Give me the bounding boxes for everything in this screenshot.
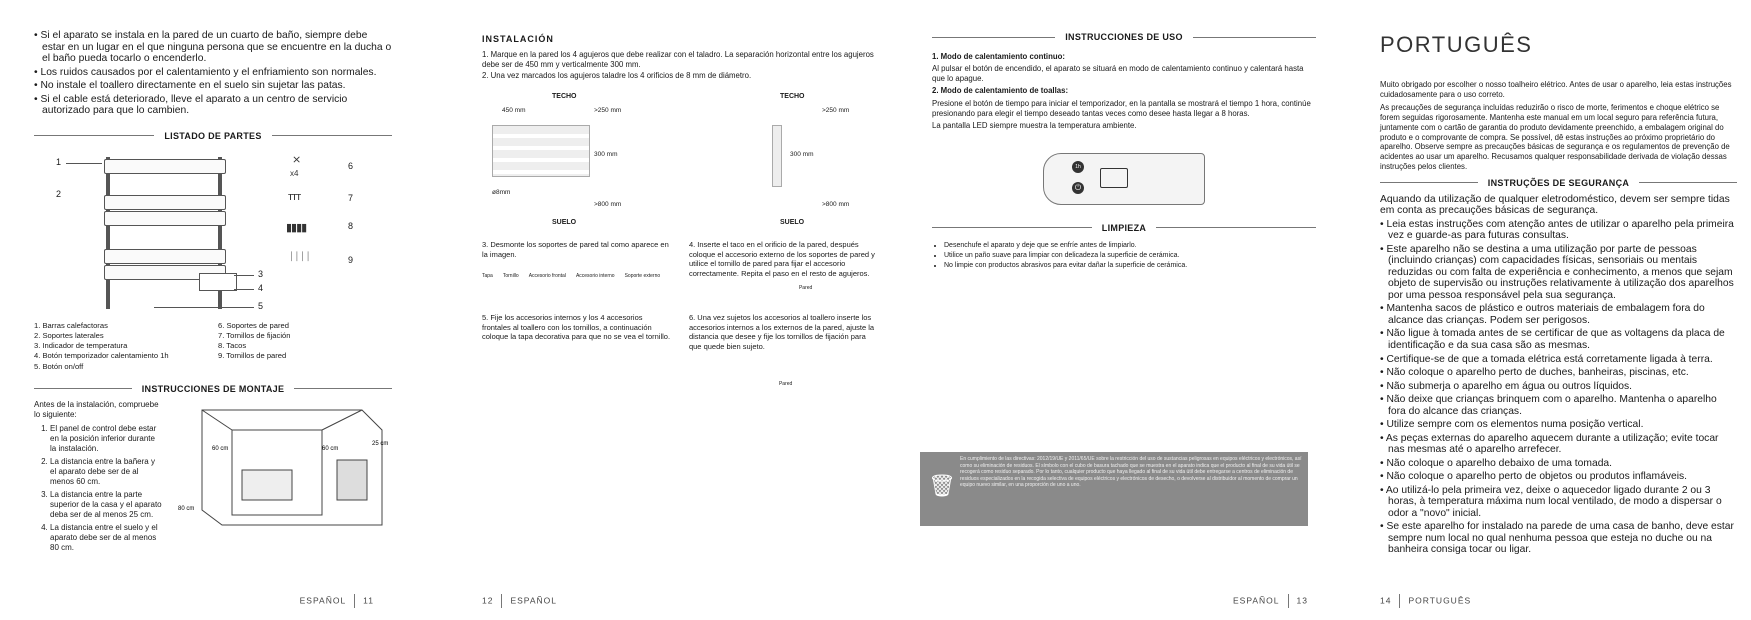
wall-screw-icon: ᛁᛁᛁᛁ bbox=[288, 250, 311, 263]
acc-number-8: 8 bbox=[348, 220, 354, 231]
page-footer: 14 PORTUGUÊS bbox=[1380, 594, 1471, 608]
callout-1: 1 bbox=[56, 156, 62, 167]
anchor-icon: ▮▮▮▮ bbox=[286, 221, 307, 234]
assembly-step: 2. La distancia entre la bañera y el aparato debe ser de al menos 60 cm. bbox=[50, 457, 162, 487]
page-footer: ESPAÑOL 11 bbox=[300, 594, 374, 608]
safety-bullet: • Não submerja o aparelho em água ou outros líquidos. bbox=[1380, 381, 1737, 393]
limpieza-item: • Utilice un paño suave para limpiar con delicadeza la superficie de cerámica. bbox=[944, 251, 1316, 261]
safety-bullet: • Certifique-se de que a tomada elétrica está corretamente ligada à terra. bbox=[1380, 354, 1737, 366]
wall-label: Pared bbox=[798, 284, 813, 291]
part-label: Accesorio interno bbox=[575, 273, 615, 280]
install-step-4: 4. Inserte el taco en el orificio de la pared, después coloque el accesorio externo de los soportes de pared y utilice el tornillo de pared para fijar el accesorio correctamente. Repita el paso en el resto de agujeros. bbox=[688, 240, 875, 278]
room-dim-label: 60 cm bbox=[322, 445, 339, 452]
power-icon: ⏻ bbox=[1072, 182, 1084, 194]
limpieza-item: • Desenchufe el aparato y deje que se enfríe antes de limpiarlo. bbox=[944, 241, 1316, 251]
safety-bullet: • As peças externas do aparelho aquecem durante a utilização; evite tocar nas mesmas até o aparelho arrefecer. bbox=[1380, 433, 1737, 456]
room-dim-label: 60 cm bbox=[212, 445, 229, 452]
drilling-diagram-side: TECHO SUELO >250 mm 300 mm >800 mm bbox=[710, 93, 880, 228]
legend-item: 4. Botón temporizador calentamiento 1h bbox=[34, 351, 169, 361]
page-footer: ESPAÑOL 13 bbox=[1233, 594, 1308, 608]
legend-item: 6. Soportes de pared bbox=[218, 320, 289, 330]
legend-item: 1. Barras calefactoras bbox=[34, 320, 108, 330]
page-12 bbox=[470, 0, 900, 620]
assembly-intro: Antes de la instalación, compruebe lo siguiente: bbox=[34, 399, 159, 419]
limpieza-heading: LIMPIEZA bbox=[932, 223, 1316, 233]
legend-item: 7. Tornillos de fijación bbox=[218, 330, 291, 340]
room-dim-label: 80 cm bbox=[178, 505, 195, 512]
limpieza-list bbox=[932, 241, 1316, 271]
part-label: Accesorio frontal bbox=[528, 273, 566, 280]
safety-bullet: • Não coloque o aparelho perto de objetos ou produtos inflamáveis. bbox=[1380, 471, 1737, 483]
towel-rail-illustration bbox=[104, 157, 234, 307]
install-steps-3-4 bbox=[482, 240, 880, 291]
led-display bbox=[1100, 168, 1128, 188]
install-step-1: 1. Marque en la pared los 4 agujeros que debe realizar con el taladro. La separación horizontal entre los agujeros debe ser de 450 mm y verticalmente 300 mm. bbox=[482, 50, 874, 69]
safety-bullet: • Utilize sempre com os elementos numa posição vertical. bbox=[1380, 419, 1737, 431]
drilling-diagram-front: TECHO SUELO 450 mm >250 mm 300 mm ø8mm >800 mm bbox=[492, 93, 622, 227]
wall-label: Pared bbox=[778, 381, 793, 388]
install-step-5: 5. Fije los accesorios internos y los 4 accesorios frontales al toallero con los tornillos, a continuación coloque la tapa decorativa para que no se vea el tornillo. bbox=[482, 312, 671, 342]
safety-bullet: • Ao utilizá-lo pela primeira vez, deixe o aquecedor ligado durante 2 ou 3 horas, à temperatura máxima num local ventilado, de modo a dispersar o odor a "novo" inicial. bbox=[1380, 485, 1737, 520]
assembly-step: 1. El panel de control debe estar en la posición inferior durante la instalación. bbox=[50, 424, 162, 454]
mode2-title: 2. Modo de calentamiento de toallas: bbox=[932, 86, 1069, 96]
safety-bullet: • Mantenha sacos de plástico e outros materiais de embalagem fora do alcance das crianças. Podem ser perigosos. bbox=[1380, 303, 1737, 326]
callout-4: 4 bbox=[258, 282, 264, 293]
intro-bullet: • Si el cable está deteriorado, lleve el aparato a un centro de servicio autorizado para que lo cambien. bbox=[34, 94, 392, 117]
screw-icon: ттт bbox=[288, 190, 301, 203]
acc-number-7: 7 bbox=[348, 192, 354, 203]
mode1-title: 1. Modo de calentamiento continuo: bbox=[932, 52, 1065, 61]
parts-heading: LISTADO DE PARTES bbox=[34, 131, 392, 141]
wall-bracket-icon: ⨯ bbox=[292, 153, 302, 166]
limpieza-item: • No limpie con productos abrasivos para evitar dañar la superficie de cerámica. bbox=[944, 261, 1316, 271]
crossed-bin-icon: 🗑 bbox=[928, 473, 956, 498]
installation-title: INSTALACIÓN bbox=[482, 34, 554, 44]
pt-intro-2: As precauções de segurança incluídas reduzirão o risco de morte, ferimentos e choque elétrico se forem seguidas rigorosamente. Mantenha este manual em um local seguro para referência futura, juntamente com o cartão de garantia do produto devidamente preenchido, a embalagem original do produto e o comprovante de compra. Se possível, dê estas instruções ao próximo proprietário do aparelho. Observe sempre as precauções básicas de segurança e os regulamentos de prevenção de acidentes ao usar um aparelho. Recusamos qualquer responsabilidade derivada de violação dessas instruções pelos clientes. bbox=[1380, 103, 1730, 171]
pt-intro-1: Muito obrigado por escolher o nosso toalheiro elétrico. Antes de usar o aparelho, leia estas instruções cuidadosamente para o uso correto. bbox=[1380, 80, 1732, 99]
legend-item: 3. Indicador de temperatura bbox=[34, 341, 128, 351]
install-step-3: 3. Desmonte los soportes de pared tal como aparece en la imagen. bbox=[482, 240, 669, 259]
safety-bullets bbox=[1380, 219, 1737, 556]
room-dim-label: 25 cm bbox=[372, 440, 389, 447]
assembly-step: 4. La distancia entre el suelo y el aparato debe ser de al menos 80 cm. bbox=[50, 523, 162, 553]
legend-item: 9. Tornillos de pared bbox=[218, 351, 287, 361]
legend-item: 8. Tacos bbox=[218, 341, 247, 351]
part-label: Tapa bbox=[482, 273, 493, 280]
control-panel-illustration bbox=[1043, 153, 1205, 205]
page-footer: 12 ESPAÑOL bbox=[482, 594, 557, 608]
safety-bullet: • Não ligue à tomada antes de se certificar de que as voltagens da placa de identificação e da sua casa são as mesmas. bbox=[1380, 328, 1737, 351]
part-label: Soporte externo bbox=[624, 273, 661, 280]
page-14 bbox=[1360, 0, 1751, 620]
parts-diagram bbox=[34, 147, 392, 317]
mode2-text: Presione el botón de tiempo para iniciar el temporizador, en la pantalla se mostrará el tiempo 1 hora, continúe presionando para elegir el tiempo deseado tantas veces como desee hasta llegar a 8 horas. bbox=[932, 98, 1311, 118]
drilling-diagrams bbox=[482, 93, 880, 228]
callout-2: 2 bbox=[56, 188, 62, 199]
acc-number-9: 9 bbox=[348, 254, 354, 265]
led-text: La pantalla LED siempre muestra la temperatura ambiente. bbox=[932, 120, 1137, 130]
acc-qty: x4 bbox=[290, 168, 299, 178]
intro-bullet: • No instale el toallero directamente en el suelo sin sujetar las patas. bbox=[34, 80, 392, 92]
page-11 bbox=[0, 0, 420, 620]
page-13 bbox=[920, 0, 1330, 620]
assembly-step: 3. La distancia entre la parte superior de la casa y el aparato deba ser de al menos 25 cm. bbox=[50, 490, 162, 520]
safety-bullet: • Não deixe que crianças brinquem com o aparelho. Mantenha o aparelho fora do alcance das crianças. bbox=[1380, 394, 1737, 417]
part-label: Tornillo bbox=[502, 273, 519, 280]
install-steps-5-6 bbox=[482, 313, 880, 388]
callout-5: 5 bbox=[258, 300, 264, 311]
install-step-6: 6. Una vez sujetos los accesorios al toallero inserte los accesorios internos a los externos de la pared, ajuste la distancia que desee y fije los tornillos de fijación para que quede bien sujeto. bbox=[688, 312, 875, 351]
intro-bullet: • Los ruidos causados por el calentamiento y el enfriamiento son normales. bbox=[34, 67, 392, 79]
bathroom-clearance-diagram bbox=[172, 400, 392, 530]
safety-bullet: • Leia estas instruções com atenção antes de utilizar o aparelho pela primeira vez e guarde-as para futuras consultas. bbox=[1380, 219, 1737, 242]
intro-bullets bbox=[34, 30, 392, 117]
uso-heading: INSTRUCCIONES DE USO bbox=[932, 32, 1316, 42]
safety-bullet: • Se este aparelho for instalado na parede de uma casa de banho, deve estar sempre num local no qual nenhuma pessoa que esteja no duche ou na banheira consiga tocar ou ligar. bbox=[1380, 521, 1737, 556]
intro-bullet: • Si el aparato se instala en la pared de un cuarto de baño, siempre debe estar en un lugar en el que ninguna persona que se encuentre en la ducha o el baño pueda tocarlo o encenderlo. bbox=[34, 30, 392, 65]
timer-button: 1h bbox=[1072, 161, 1084, 173]
hardware-parts bbox=[482, 273, 673, 279]
recycling-notice: 🗑 En cumplimiento de las directivas: 2012/19/UE y 2011/65/UE sobre la restricción del uso de sustancias peligrosas en equipos eléctricos y electrónicos, así como su eliminación de residuos. El símbolo con el cubo de basura tachado que se muestra en el aparato indica que el producto al final de su vida útil se recogerá como residuo separado. Por lo tanto, cualquier producto que haya llegado al final de su vida útil debe entregarse a centros de eliminación de residuos especializados en la recogida selectiva de equipos eléctricos y electrónicos de desecho, o devolverse al distribuidor al momento de comprar un equipo nuevo similar, en una proporción de uno a uno. bbox=[920, 452, 1308, 526]
safety-lead: Aquando da utilização de qualquer eletrodoméstico, devem ser sempre tidas em conta as precauções básicas de segurança. bbox=[1380, 193, 1730, 217]
callout-3: 3 bbox=[258, 268, 264, 279]
install-step-2: 2. Una vez marcados los agujeros taladre los 4 orificios de 8 mm de diámetro. bbox=[482, 71, 752, 81]
assembly-steps bbox=[34, 424, 162, 553]
parts-legend bbox=[34, 321, 392, 372]
legend-item: 2. Soportes laterales bbox=[34, 330, 104, 340]
legend-item: 5. Botón on/off bbox=[34, 361, 84, 371]
mode1-text: Al pulsar el botón de encendido, el aparato se situará en modo de calentamiento continuo y calentará hasta que lo apague. bbox=[932, 64, 1304, 84]
safety-heading: INSTRUÇÕES DE SEGURANÇA bbox=[1380, 178, 1737, 188]
safety-bullet: • Não coloque o aparelho perto de duches, banheiras, piscinas, etc. bbox=[1380, 367, 1737, 379]
portuguese-title: PORTUGUÊS bbox=[1380, 32, 1533, 57]
control-box bbox=[199, 273, 237, 291]
safety-bullet: • Não coloque o aparelho debaixo de uma tomada. bbox=[1380, 458, 1737, 470]
safety-bullet: • Este aparelho não se destina a uma utilização por parte de pessoas (incluindo crianças) com capacidades físicas, sensoriais ou mentais reduzidas ou com falta de experiência e conhecimento, a menos que sejam objeto de supervisão ou instruções relativamente à utilização dos aparelhos por uma pessoa responsável pela sua segurança. bbox=[1380, 244, 1737, 302]
assembly-heading: INSTRUCCIONES DE MONTAJE bbox=[34, 384, 392, 394]
acc-number-6: 6 bbox=[348, 160, 354, 171]
